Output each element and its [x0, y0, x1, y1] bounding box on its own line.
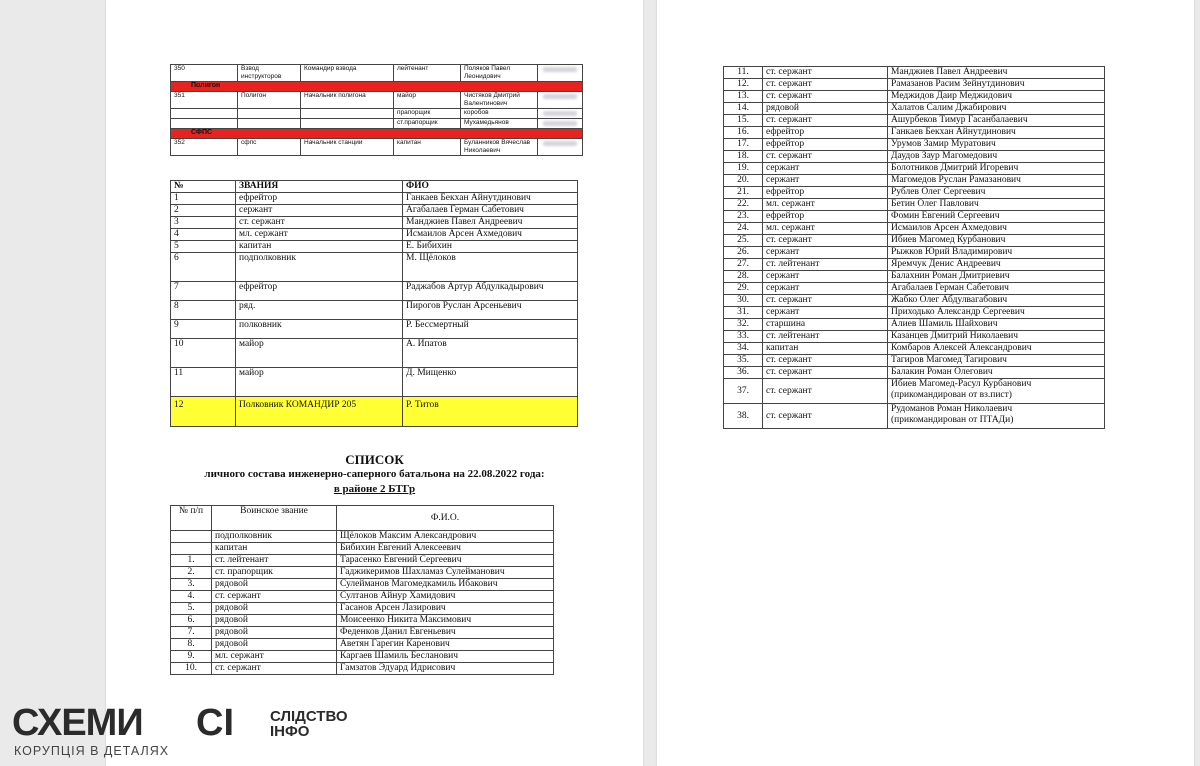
units-row [171, 65, 583, 82]
ranks-number: 12 [171, 397, 236, 427]
personnel-fio: Урумов Замир Муратович [888, 139, 1105, 151]
personnel-row [171, 555, 554, 567]
personnel-rank: ст. сержант [763, 367, 888, 379]
ranks-header-rank: ЗВАНИЯ [236, 181, 403, 193]
personnel-number: 22. [724, 199, 763, 211]
personnel-row [724, 404, 1105, 429]
logo-skhemy-text: СХЕМИ [12, 702, 143, 744]
personnel-rank: рядовой [212, 579, 337, 591]
personnel-rank: рядовой [763, 103, 888, 115]
units-cell: 351 [171, 92, 238, 109]
personnel-number: 23. [724, 211, 763, 223]
personnel-rank: ст. сержант [763, 67, 888, 79]
redaction-blur [543, 67, 577, 72]
personnel-rank: мл. сержант [763, 223, 888, 235]
ranks-fio: А. Ипатов [403, 339, 578, 368]
redacted-phone-cell [538, 119, 583, 129]
ranks-number: 4 [171, 229, 236, 241]
personnel-rank: ст. сержант [763, 404, 888, 429]
personnel-rank: ефрейтор [763, 187, 888, 199]
units-cell: Буланников Вячеслав Николаевич [461, 139, 538, 156]
personnel-row [724, 211, 1105, 223]
personnel-fio [888, 379, 1105, 404]
personnel-row [724, 223, 1105, 235]
ranks-fio: Е. Бибихин [403, 241, 578, 253]
personnel-fio: Гаджикеримов Шахламаз Сулейманович [337, 567, 554, 579]
personnel-number: 12. [724, 79, 763, 91]
personnel-row [724, 163, 1105, 175]
ranks-rank: капитан [236, 241, 403, 253]
personnel-number: 6. [171, 615, 212, 627]
ranks-fio: Пирогов Руслан Арсеньевич [403, 301, 578, 320]
units-cell [171, 109, 238, 119]
units-row [171, 139, 583, 156]
personnel-row [171, 531, 554, 543]
logo-ci-mark: СІ [196, 702, 234, 744]
personnel-rank: сержант [763, 283, 888, 295]
personnel-rank: капитан [763, 343, 888, 355]
ranks-fio: Р. Титов [403, 397, 578, 427]
personnel-fio: Халатов Салим Джабирович [888, 103, 1105, 115]
units-cell [301, 119, 394, 129]
units-cell: 350 [171, 65, 238, 82]
ranks-header-fio: ФИО [403, 181, 578, 193]
personnel-row [724, 103, 1105, 115]
ranks-fio: Манджиев Павел Андреевич [403, 217, 578, 229]
units-cell: коробов [461, 109, 538, 119]
personnel-number: 37. [724, 379, 763, 404]
units-cell: майор [394, 92, 461, 109]
personnel-fio: Рублев Олег Сергеевич [888, 187, 1105, 199]
personnel-fio: Жабко Олег Абдулвагабович [888, 295, 1105, 307]
ranks-number: 2 [171, 205, 236, 217]
redacted-phone-cell [538, 109, 583, 119]
personnel-row [724, 127, 1105, 139]
personnel-row [724, 367, 1105, 379]
personnel-row [724, 319, 1105, 331]
personnel-table-right [723, 66, 1105, 429]
ranks-number: 10 [171, 339, 236, 368]
personnel-fio: Казанцев Дмитрий Николаевич [888, 331, 1105, 343]
personnel-rank: ст. сержант [763, 355, 888, 367]
list-location-text: в районе 2 БТГр [333, 483, 416, 495]
ranks-row [171, 253, 578, 282]
personnel-number: 9. [171, 651, 212, 663]
personnel-row [724, 199, 1105, 211]
ranks-row [171, 368, 578, 397]
units-cell: Мухамедьянов [461, 119, 538, 129]
units-section-band [171, 129, 583, 139]
personnel-row [724, 307, 1105, 319]
personnel-number: 14. [724, 103, 763, 115]
units-section-label: СФПС [171, 129, 583, 139]
personnel-number: 13. [724, 91, 763, 103]
personnel-header-number: № п/п [171, 506, 212, 531]
ranks-fio: Исмаилов Арсен Ахмедович [403, 229, 578, 241]
personnel-row [724, 187, 1105, 199]
personnel-rank: ст. сержант [212, 591, 337, 603]
personnel-fio: Щёлоков Максим Александрович [337, 531, 554, 543]
personnel-rank: ст. сержант [763, 115, 888, 127]
ranks-rank: подполковник [236, 253, 403, 282]
ranks-row [171, 282, 578, 301]
personnel-number: 1. [171, 555, 212, 567]
units-section-label: Полигон [171, 82, 583, 92]
personnel-fio: Султанов Айнур Хамидович [337, 591, 554, 603]
personnel-row [724, 115, 1105, 127]
personnel-rank: ст. сержант [763, 151, 888, 163]
personnel-number: 28. [724, 271, 763, 283]
personnel-row [724, 355, 1105, 367]
personnel-fio: Моисеенко Никита Максимович [337, 615, 554, 627]
personnel-row [171, 603, 554, 615]
personnel-rank: ст. прапорщик [212, 567, 337, 579]
ranks-fio: Ганкаев Бекхан Айнутдинович [403, 193, 578, 205]
personnel-fio: Меджидов Даир Меджидович [888, 91, 1105, 103]
personnel-row [171, 627, 554, 639]
personnel-fio: Тагиров Магомед Тагирович [888, 355, 1105, 367]
logo-info-text: ІНФО [270, 723, 310, 740]
personnel-number: 2. [171, 567, 212, 579]
personnel-number: 3. [171, 579, 212, 591]
ranks-fio: Раджабов Артур Абдулкадырович [403, 282, 578, 301]
personnel-fio: Приходько Александр Сергеевич [888, 307, 1105, 319]
units-cell: Поляков Павел Леонидович [461, 65, 538, 82]
ranks-row [171, 193, 578, 205]
personnel-row [724, 295, 1105, 307]
ranks-row [171, 301, 578, 320]
personnel-fio: Гамзатов Эдуард Идрисович [337, 663, 554, 675]
personnel-number: 27. [724, 259, 763, 271]
personnel-fio: Болотников Дмитрий Игоревич [888, 163, 1105, 175]
personnel-rank: ефрейтор [763, 127, 888, 139]
units-cell [238, 109, 301, 119]
personnel-rank: ст. сержант [763, 379, 888, 404]
personnel-number: 20. [724, 175, 763, 187]
units-cell: лейтенант [394, 65, 461, 82]
personnel-row [724, 79, 1105, 91]
personnel-fio: Даудов Заур Магомедович [888, 151, 1105, 163]
ranks-number: 7 [171, 282, 236, 301]
personnel-rank: ефрейтор [763, 139, 888, 151]
ranks-row [171, 205, 578, 217]
personnel-row [724, 175, 1105, 187]
personnel-row [724, 343, 1105, 355]
personnel-number: 26. [724, 247, 763, 259]
ranks-rank: Полковник КОМАНДИР 205 [236, 397, 403, 427]
personnel-rank: рядовой [212, 603, 337, 615]
ranks-row [171, 241, 578, 253]
personnel-fio: Яремчук Денис Андреевич [888, 259, 1105, 271]
personnel-row [724, 151, 1105, 163]
personnel-rank: сержант [763, 175, 888, 187]
personnel-rank: мл. сержант [763, 199, 888, 211]
personnel-fio: Алиев Шамиль Шайхович [888, 319, 1105, 331]
personnel-row [171, 663, 554, 675]
ranks-number: 6 [171, 253, 236, 282]
personnel-fio: Балахнин Роман Дмитриевич [888, 271, 1105, 283]
units-cell: Командир взвода [301, 65, 394, 82]
units-row [171, 109, 583, 119]
personnel-fio: Рыжков Юрий Владимирович [888, 247, 1105, 259]
personnel-number: 21. [724, 187, 763, 199]
personnel-number: 10. [171, 663, 212, 675]
personnel-number: 17. [724, 139, 763, 151]
personnel-fio-name: Ибиев Магомед-Расул Курбанович [891, 379, 1032, 389]
units-cell: ст.прапорщик [394, 119, 461, 129]
redaction-blur [543, 141, 577, 146]
ranks-fio: Р. Бессмертный [403, 320, 578, 339]
personnel-fio: Фомин Евгений Сергеевич [888, 211, 1105, 223]
ranks-rank: ефрейтор [236, 193, 403, 205]
ranks-fio: М. Щёлоков [403, 253, 578, 282]
personnel-fio: Балакин Роман Олегович [888, 367, 1105, 379]
personnel-number [171, 543, 212, 555]
personnel-row [724, 259, 1105, 271]
list-location [106, 483, 643, 495]
ranks-rank: мл. сержант [236, 229, 403, 241]
ranks-rank: полковник [236, 320, 403, 339]
personnel-fio: Тарасенко Евгений Сергеевич [337, 555, 554, 567]
ranks-number: 11 [171, 368, 236, 397]
units-table [170, 64, 583, 156]
units-section-band [171, 82, 583, 92]
ranks-number: 5 [171, 241, 236, 253]
units-cell: Взвод инструкторов [238, 65, 301, 82]
personnel-table-left [170, 505, 554, 675]
ranks-rank: майор [236, 339, 403, 368]
personnel-row [171, 579, 554, 591]
personnel-rank: подполковник [212, 531, 337, 543]
personnel-rank: сержант [763, 163, 888, 175]
logo-tagline: КОРУПЦІЯ В ДЕТАЛЯХ [14, 744, 170, 758]
ranks-row [171, 397, 578, 427]
personnel-number: 15. [724, 115, 763, 127]
personnel-rank: сержант [763, 307, 888, 319]
personnel-rank: ст. лейтенант [763, 259, 888, 271]
redaction-blur [543, 94, 577, 99]
personnel-rank: мл. сержант [212, 651, 337, 663]
personnel-number: 29. [724, 283, 763, 295]
personnel-row [724, 331, 1105, 343]
redacted-phone-cell [538, 65, 583, 82]
personnel-number: 18. [724, 151, 763, 163]
ranks-number: 8 [171, 301, 236, 320]
personnel-row [171, 543, 554, 555]
units-cell [238, 119, 301, 129]
ranks-row [171, 339, 578, 368]
personnel-rank: ст. сержант [763, 235, 888, 247]
personnel-row [171, 591, 554, 603]
personnel-fio: Гасанов Арсен Лазирович [337, 603, 554, 615]
personnel-number: 31. [724, 307, 763, 319]
personnel-fio: Аветян Гарегин Каренович [337, 639, 554, 651]
personnel-number: 7. [171, 627, 212, 639]
redacted-phone-cell [538, 92, 583, 109]
ranks-rank: сержант [236, 205, 403, 217]
ranks-fio: Агабалаев Герман Сабетович [403, 205, 578, 217]
personnel-number: 24. [724, 223, 763, 235]
personnel-fio: Бетин Олег Павлович [888, 199, 1105, 211]
personnel-row [171, 639, 554, 651]
personnel-number [171, 531, 212, 543]
units-cell: прапорщик [394, 109, 461, 119]
ranks-row [171, 320, 578, 339]
personnel-fio: Ибиев Магомед Курбанович [888, 235, 1105, 247]
ranks-rank: ряд. [236, 301, 403, 320]
units-cell: Начальник полигона [301, 92, 394, 109]
personnel-number: 36. [724, 367, 763, 379]
personnel-rank: ст. лейтенант [763, 331, 888, 343]
personnel-header-fio: Ф.И.О. [337, 506, 554, 531]
personnel-rank: сержант [763, 247, 888, 259]
ranks-table [170, 180, 578, 427]
ranks-number: 1 [171, 193, 236, 205]
personnel-number: 30. [724, 295, 763, 307]
personnel-number: 38. [724, 404, 763, 429]
list-subtitle: личного состава инженерно-саперного батальона на 22.08.2022 года: [204, 468, 545, 480]
personnel-rank: капитан [212, 543, 337, 555]
ranks-rank: ефрейтор [236, 282, 403, 301]
personnel-rank: ст. сержант [763, 79, 888, 91]
personnel-rank: рядовой [212, 615, 337, 627]
personnel-fio: Сулейманов Магомедкамиль Ибакович [337, 579, 554, 591]
personnel-number: 32. [724, 319, 763, 331]
personnel-number: 8. [171, 639, 212, 651]
units-cell: Чистяков Дмитрий Валентинович [461, 92, 538, 109]
personnel-fio: Магомедов Руслан Рамазанович [888, 175, 1105, 187]
personnel-fio [888, 404, 1105, 429]
personnel-row [724, 271, 1105, 283]
personnel-number: 35. [724, 355, 763, 367]
personnel-fio: Рамазанов Расим Зейнутдинович [888, 79, 1105, 91]
ranks-rank: ст. сержант [236, 217, 403, 229]
ranks-header-number: № [171, 181, 236, 193]
ranks-number: 9 [171, 320, 236, 339]
document-page-right [657, 0, 1194, 766]
personnel-row [171, 615, 554, 627]
units-row [171, 119, 583, 129]
personnel-fio-name: Рудоманов Роман Николаевич [891, 404, 1013, 414]
ranks-row [171, 229, 578, 241]
personnel-fio: Бибихин Евгений Алексеевич [337, 543, 554, 555]
personnel-fio: Ашурбеков Тимур Гасанбалаевич [888, 115, 1105, 127]
units-cell: Полигон [238, 92, 301, 109]
personnel-row [724, 91, 1105, 103]
list-title: СПИСОК [345, 452, 404, 467]
logo-slidstvo-text: СЛІДСТВО [270, 708, 348, 725]
personnel-rank: старшина [763, 319, 888, 331]
ranks-number: 3 [171, 217, 236, 229]
personnel-rank: ст. сержант [763, 91, 888, 103]
personnel-header-rank: Воинское звание [212, 506, 337, 531]
document-page-left [106, 0, 643, 766]
personnel-row [724, 67, 1105, 79]
personnel-fio: Агабалаев Герман Сабетович [888, 283, 1105, 295]
units-cell [171, 119, 238, 129]
personnel-fio: Манджиев Павел Андреевич [888, 67, 1105, 79]
personnel-number: 16. [724, 127, 763, 139]
personnel-rank: ст. сержант [763, 295, 888, 307]
personnel-rank: ефрейтор [763, 211, 888, 223]
redaction-blur [543, 121, 577, 126]
personnel-rank: рядовой [212, 639, 337, 651]
personnel-row [724, 139, 1105, 151]
personnel-number: 4. [171, 591, 212, 603]
redaction-blur [543, 111, 577, 116]
redacted-phone-cell [538, 139, 583, 156]
units-cell: сфпс [238, 139, 301, 156]
personnel-fio: Каргаев Шамиль Бесланович [337, 651, 554, 663]
personnel-fio: Феденков Данил Евгеньевич [337, 627, 554, 639]
personnel-number: 33. [724, 331, 763, 343]
ranks-rank: майор [236, 368, 403, 397]
personnel-fio: Исмаилов Арсен Ахмедович [888, 223, 1105, 235]
personnel-fio: Ганкаев Бекхан Айнутдинович [888, 127, 1105, 139]
personnel-fio: Комбаров Алексей Александрович [888, 343, 1105, 355]
personnel-number: 11. [724, 67, 763, 79]
personnel-row [724, 283, 1105, 295]
ranks-row [171, 217, 578, 229]
units-cell: 352 [171, 139, 238, 156]
personnel-row [724, 379, 1105, 404]
personnel-number: 34. [724, 343, 763, 355]
units-cell: капитан [394, 139, 461, 156]
units-cell: Начальник станции [301, 139, 394, 156]
personnel-fio-note: (прикомандирован от ПТАДи) [891, 415, 1014, 425]
personnel-rank: ст. лейтенант [212, 555, 337, 567]
units-cell [301, 109, 394, 119]
personnel-number: 25. [724, 235, 763, 247]
personnel-rank: ст. сержант [212, 663, 337, 675]
personnel-row [724, 247, 1105, 259]
personnel-row [724, 235, 1105, 247]
units-row [171, 92, 583, 109]
ranks-fio: Д. Мищенко [403, 368, 578, 397]
personnel-row [171, 567, 554, 579]
personnel-number: 5. [171, 603, 212, 615]
personnel-rank: рядовой [212, 627, 337, 639]
personnel-row [171, 651, 554, 663]
personnel-rank: сержант [763, 271, 888, 283]
personnel-number: 19. [724, 163, 763, 175]
personnel-fio-note: (прикомандирован от вз.пист) [891, 390, 1012, 400]
